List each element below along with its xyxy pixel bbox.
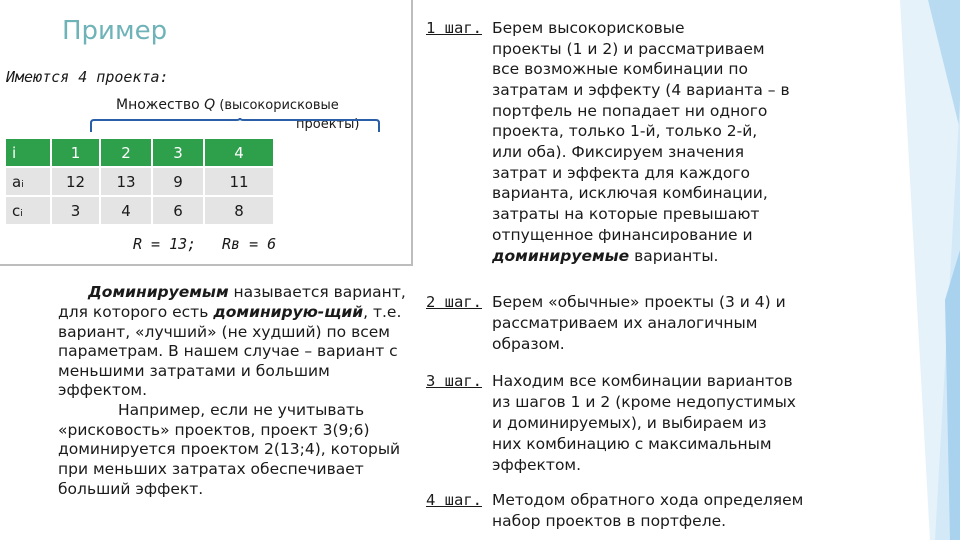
para-line: меньшими затратами и большим: [58, 362, 330, 380]
step-2-label: 2 шаг.: [426, 293, 482, 311]
table-row: [6, 197, 275, 224]
table-cell: 3: [153, 139, 205, 166]
step-3-line: эффектом.: [492, 456, 582, 474]
step-2-line: образом.: [492, 335, 565, 353]
para-line: вариант, «лучший» (не худший) по всем: [58, 323, 390, 341]
term-dominating: доминирую-щий: [213, 303, 364, 321]
step-3-line: из шагов 1 и 2 (кроме недопустимых: [492, 393, 796, 411]
step-4-line: набор проектов в портфеле.: [492, 512, 727, 530]
table-cell: 12: [52, 168, 101, 195]
intro-text: Имеются 4 проекта:: [6, 68, 169, 86]
step-1-line: или оба). Фиксируем значения: [492, 143, 745, 161]
step-3-line: Находим все комбинации вариантов: [492, 372, 793, 390]
step-1-line: затрат и эффекта для каждого: [492, 164, 750, 182]
step-1-line: портфель не попадает ни одного: [492, 102, 768, 120]
step-2-line: Берем «обычные» проекты (3 и 4) и: [492, 293, 786, 311]
table-cell: i: [6, 139, 52, 166]
slide-title: Пример: [62, 16, 168, 46]
step-1-line: варианта, исключая комбинации,: [492, 184, 768, 202]
para-line: при меньших затратах обеспечивает: [58, 460, 364, 478]
para-line: доминируется проектом 2(13;4), который: [58, 440, 401, 458]
table-cell: 6: [153, 197, 205, 224]
step-2-line: рассматриваем их аналогичным: [492, 314, 758, 332]
table-cell: 9: [153, 168, 205, 195]
para-line: эффектом.: [58, 381, 148, 399]
para-line: [58, 283, 418, 303]
step-3-line: и доминируемых), и выбираем из: [492, 414, 767, 432]
step-4-line: Методом обратного хода определяем: [492, 491, 804, 509]
step-3: [426, 372, 826, 476]
step-1-line: проекты (1 и 2) и рассматриваем: [492, 40, 765, 58]
step-1-line: затраты на которые превышают: [492, 205, 760, 223]
para-line: «рисковость» проектов, проект 3(9;6): [58, 421, 370, 439]
set-note-line2: проекты): [296, 117, 360, 132]
step-1-line: отпущенное финансирование и: [492, 226, 753, 244]
step-1-line: Берем высокорисковые: [492, 19, 685, 37]
step-3-line: них комбинацию с максимальным: [492, 435, 772, 453]
table-cell: 2: [101, 139, 153, 166]
step-4-label: 4 шаг.: [426, 491, 482, 509]
para-text: называется вариант,: [228, 283, 406, 301]
step-1-line: затратам и эффекту (4 варианта – в: [492, 81, 790, 99]
table-cell: 3: [52, 197, 101, 224]
para-line: Например, если не учитывать: [118, 401, 365, 419]
projects-table: [6, 137, 275, 226]
table-cell: aᵢ: [6, 168, 52, 195]
table-cell: 8: [205, 197, 275, 224]
step-1-line: все возможные комбинации по: [492, 60, 748, 78]
table-cell: 13: [101, 168, 153, 195]
rb-value: Rв = 6: [222, 235, 277, 253]
r-value: R = 13;: [133, 235, 197, 253]
set-label-q: Q: [204, 97, 216, 113]
table-row: [6, 168, 275, 195]
para-line: больший эффект.: [58, 480, 204, 498]
set-label: [116, 97, 339, 113]
step-1-line: [492, 247, 719, 267]
table-cell: cᵢ: [6, 197, 52, 224]
step-2: [426, 293, 826, 357]
para-line: [58, 303, 418, 323]
step-1-line: проекта, только 1-й, только 2-й,: [492, 122, 758, 140]
term-dominated: Доминируемым: [88, 283, 229, 301]
step-1-label: 1 шаг.: [426, 19, 482, 37]
set-brace: [90, 118, 390, 134]
step-3-label: 3 шаг.: [426, 372, 482, 390]
term-dominated: доминируемые: [492, 247, 630, 265]
para-line: параметрам. В нашем случае – вариант с: [58, 342, 398, 360]
table-cell: 1: [52, 139, 101, 166]
para-text: , т.е.: [363, 303, 402, 321]
table-cell: 4: [101, 197, 153, 224]
set-label-prefix: Множество: [116, 97, 205, 113]
table-cell: 11: [205, 168, 275, 195]
step-1-text: варианты.: [629, 247, 719, 265]
para-text: для которого есть: [58, 303, 214, 321]
table-cell: 4: [205, 139, 275, 166]
step-4: [426, 491, 826, 535]
table-header-row: [6, 139, 275, 166]
step-1: [426, 19, 826, 279]
set-note-line1: (высокорисковые: [215, 98, 339, 113]
